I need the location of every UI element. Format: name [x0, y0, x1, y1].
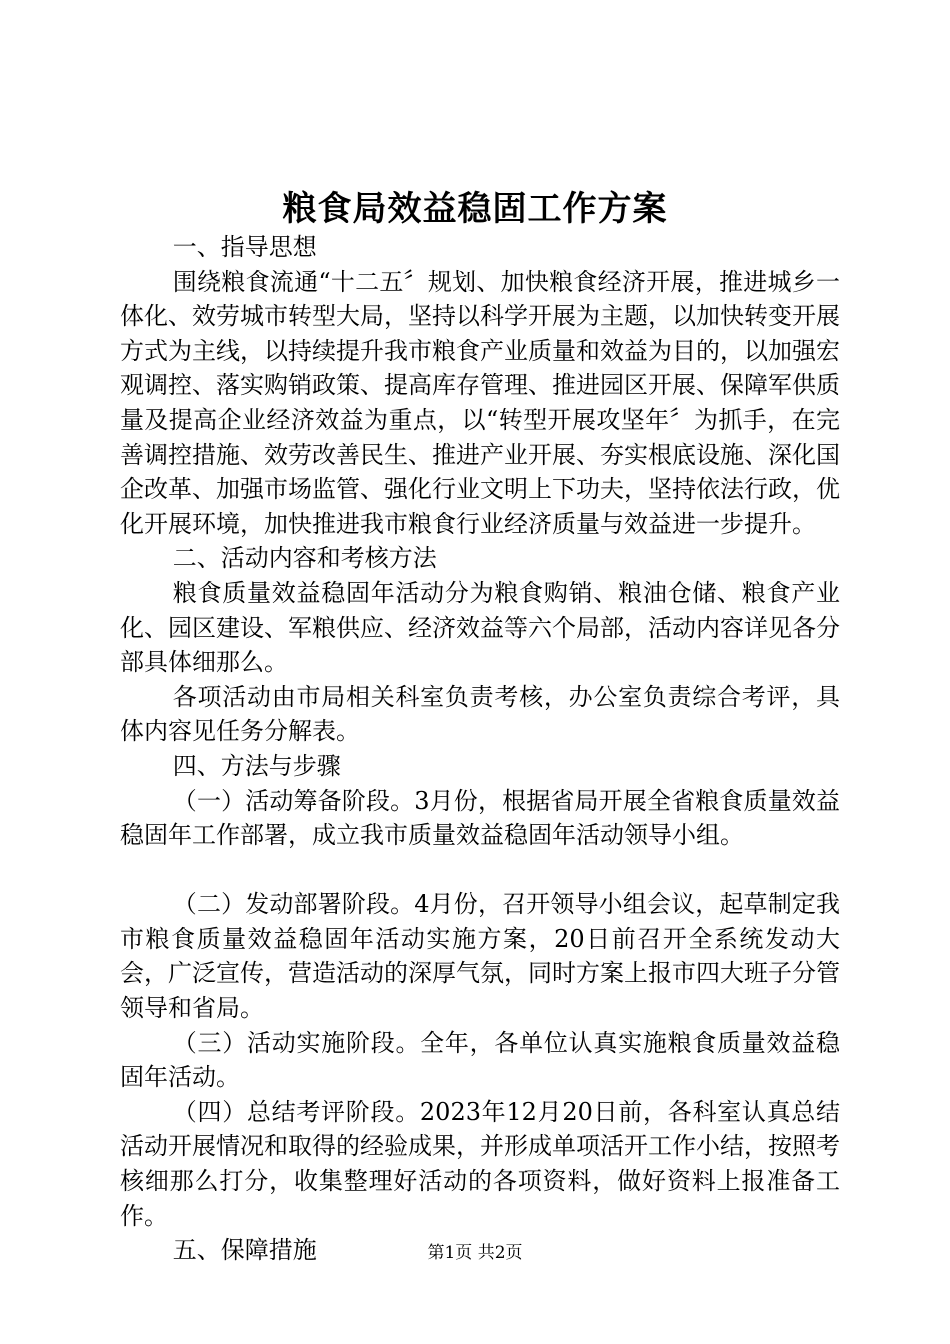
paragraph-assessment: 各项活动由市局相关科室负责考核，办公室负责综合考评，具体内容见任务分解表。 — [120, 682, 840, 746]
document-body — [120, 230, 840, 1268]
paragraph-step-implementation: （三）活动实施阶段。全年，各单位认真实施粮食质量效益稳固年活动。 — [120, 1028, 840, 1092]
section-heading-guiding-ideology: 一、指导思想 — [172, 233, 317, 261]
document-title: 粮食局效益稳固工作方案 — [282, 189, 668, 229]
paragraph-activity-content: 粮食质量效益稳固年活动分为粮食购销、粮油仓储、粮食产业化、园区建设、军粮供应、经济效益等六个局部，活动内容详见各分部具体细那么。 — [120, 578, 840, 677]
paragraph-step-summary: （四）总结考评阶段。2023年12月20日前，各科室认真总结活动开展情况和取得的经验成果，并形成单项活开工作小结，按照考核细那么打分，收集整理好活动的各项资料，做好资料上报准备工作。 — [120, 1097, 840, 1230]
paragraph-step-preparation: （一）活动筹备阶段。3月份，根据省局开展全省粮食质量效益稳固年工作部署，成立我市质量效益稳固年活动领导小组。 — [120, 786, 840, 850]
page-footer: 第1页 共2页 — [427, 1243, 523, 1263]
paragraph-guiding-ideology: 围绕粮食流通“十二五〞规划、加快粮食经济开展，推进城乡一体化、效劳城市转型大局，坚持以科学开展为主题，以加快转变开展方式为主线，以持续提升我市粮食产业质量和效益为目的，以加强宏观调控、落实购销政策、提高库存管理、推进园区开展、保障军供质量及提高企业经济效益为重点，以“转型开展攻坚年〞为抓手，在完善调控措施、效劳改善民生、推进产业开展、夯实根底设施、深化国企改革、加强市场监管、强化行业文明上下功夫，坚持依法行政，优化开展环境，加快推进我市粮食行业经济质量与效益进一步提升。 — [120, 267, 840, 538]
paragraph-step-mobilization: （二）发动部署阶段。4月份，召开领导小组会议，起草制定我市粮食质量效益稳固年活动实施方案，20日前召开全系统发动大会，广泛宣传，营造活动的深厚气氛，同时方案上报市四大班子分管领导和省局。 — [120, 890, 840, 1023]
section-heading-safeguards: 五、保障措施 — [172, 1236, 317, 1265]
section-heading-methods-steps: 四、方法与步骤 — [172, 751, 341, 780]
section-heading-activity-content: 二、活动内容和考核方法 — [172, 544, 437, 573]
